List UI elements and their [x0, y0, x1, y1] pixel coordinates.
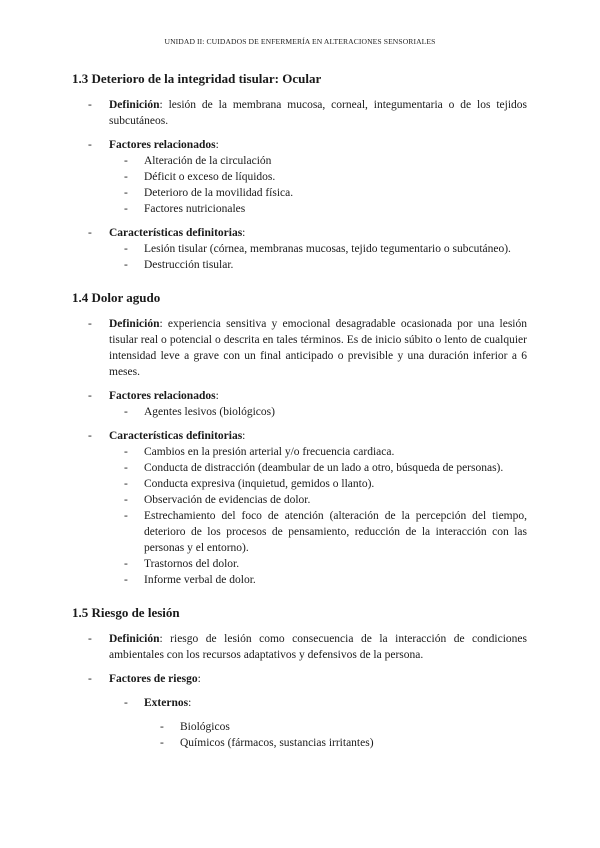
bullet-dash: -: [124, 558, 128, 570]
defining-characteristics-heading: [72, 225, 527, 241]
list-item: [72, 508, 527, 556]
definition-label: Definición: [109, 633, 160, 645]
running-header: UNIDAD II: CUIDADOS DE ENFERMERÍA EN ALTERACIONES SENSORIALES: [164, 37, 436, 46]
list-item: [72, 241, 527, 257]
colon: :: [215, 139, 219, 151]
list-item-text: Agentes lesivos (biológicos): [144, 406, 275, 418]
defining-characteristics-label: Características definitorias: [109, 227, 243, 239]
definition-label: Definición: [109, 99, 160, 111]
definition-item: [72, 97, 527, 129]
list-item-text: Biológicos: [180, 721, 230, 733]
section-title: 1.4 Dolor agudo: [72, 290, 161, 305]
colon: :: [242, 227, 246, 239]
list-item: [72, 460, 527, 476]
bullet-dash: -: [88, 390, 92, 402]
related-factors-heading: [72, 388, 527, 404]
risk-factors-heading: [72, 671, 527, 687]
related-factors-label: Factores relacionados: [109, 390, 216, 402]
list-item-text: Déficit o exceso de líquidos.: [144, 171, 276, 183]
list-item: [72, 404, 527, 420]
section-1-3: [72, 70, 527, 273]
risk-factors-label: Factores de riesgo: [109, 673, 198, 685]
bullet-dash: -: [88, 318, 92, 330]
defining-characteristics-label: Características definitorias: [109, 430, 243, 442]
bullet-dash: -: [124, 203, 128, 215]
defining-characteristics-heading: [72, 428, 527, 444]
list-item: [72, 492, 527, 508]
bullet-dash: -: [124, 494, 128, 506]
bullet-dash: -: [124, 243, 128, 255]
list-item-text: Conducta expresiva (inquietud, gemidos o llanto).: [144, 478, 375, 490]
list-item: [72, 201, 527, 217]
list-item-text: Observación de evidencias de dolor.: [144, 494, 311, 506]
list-item: [72, 572, 527, 588]
list-item: [72, 556, 527, 572]
external-factors-label: Externos: [144, 697, 189, 709]
bullet-dash: -: [124, 171, 128, 183]
related-factors-label: Factores relacionados: [109, 139, 216, 151]
definition-text: : experiencia sensitiva y emocional desagradable ocasionada por una lesión tisular real o potencial o descrita en tales términos. Es de inicio súbito o lento de cualquier intensidad leve a grave con un final anticipado o previsible y una duración inferior a 6 meses.: [109, 318, 527, 378]
list-item-text: Destrucción tisular.: [144, 259, 234, 271]
list-item: [72, 257, 527, 273]
bullet-dash: -: [88, 430, 92, 442]
bullet-dash: -: [124, 697, 128, 709]
bullet-dash: -: [88, 633, 92, 645]
bullet-dash: -: [124, 478, 128, 490]
list-item-text: Alteración de la circulación: [144, 155, 272, 167]
bullet-dash: -: [88, 673, 92, 685]
list-item-text: Deterioro de la movilidad física.: [144, 187, 294, 199]
list-item: [72, 169, 527, 185]
definition-label: Definición: [109, 318, 160, 330]
section-1-4: [72, 289, 527, 588]
bullet-dash: -: [88, 227, 92, 239]
list-item-text: Factores nutricionales: [144, 203, 246, 215]
list-item: [72, 185, 527, 201]
definition-text: : riesgo de lesión como consecuencia de la interacción de condiciones ambientales con los recursos adaptativos y defensivos de la persona.: [109, 633, 527, 661]
definition-text: : lesión de la membrana mucosa, corneal, integumentaria o de los tejidos subcutáneos.: [109, 99, 527, 127]
bullet-dash: -: [124, 259, 128, 271]
definition-item: [72, 631, 527, 663]
bullet-dash: -: [124, 462, 128, 474]
bullet-dash: -: [160, 737, 164, 749]
list-item: [72, 735, 527, 751]
list-item-text: Informe verbal de dolor.: [144, 574, 256, 586]
list-item: [72, 476, 527, 492]
colon: :: [242, 430, 246, 442]
colon: :: [197, 673, 201, 685]
colon: :: [188, 697, 192, 709]
bullet-dash: -: [124, 510, 128, 522]
bullet-dash: -: [124, 155, 128, 167]
bullet-dash: -: [124, 187, 128, 199]
bullet-dash: -: [88, 139, 92, 151]
list-item-text: Trastornos del dolor.: [144, 558, 240, 570]
external-factors-heading: [72, 695, 527, 711]
document-body: [72, 70, 527, 751]
related-factors-heading: [72, 137, 527, 153]
colon: :: [215, 390, 219, 402]
list-item: [72, 153, 527, 169]
list-item: [72, 719, 527, 735]
list-item-text: Cambios en la presión arterial y/o frecuencia cardiaca.: [144, 446, 395, 458]
definition-item: [72, 316, 527, 380]
list-item-text: Conducta de distracción (deambular de un lado a otro, búsqueda de personas).: [144, 462, 504, 474]
section-title: 1.5 Riesgo de lesión: [72, 605, 180, 620]
bullet-dash: -: [124, 406, 128, 418]
bullet-dash: -: [88, 99, 92, 111]
list-item: [72, 444, 527, 460]
section-1-5: [72, 604, 527, 751]
bullet-dash: -: [124, 446, 128, 458]
list-item-text: Lesión tisular (córnea, membranas mucosas, tejido tegumentario o subcutáneo).: [144, 243, 511, 255]
list-item-text: Estrechamiento del foco de atención (alteración de la percepción del tiempo, deterioro de los procesos de pensamiento, reducción de la interacción con las personas y el entorno).: [144, 510, 527, 554]
list-item-text: Químicos (fármacos, sustancias irritantes): [180, 737, 374, 749]
bullet-dash: -: [160, 721, 164, 733]
section-title: 1.3 Deterioro de la integridad tisular: Ocular: [72, 71, 322, 86]
bullet-dash: -: [124, 574, 128, 586]
